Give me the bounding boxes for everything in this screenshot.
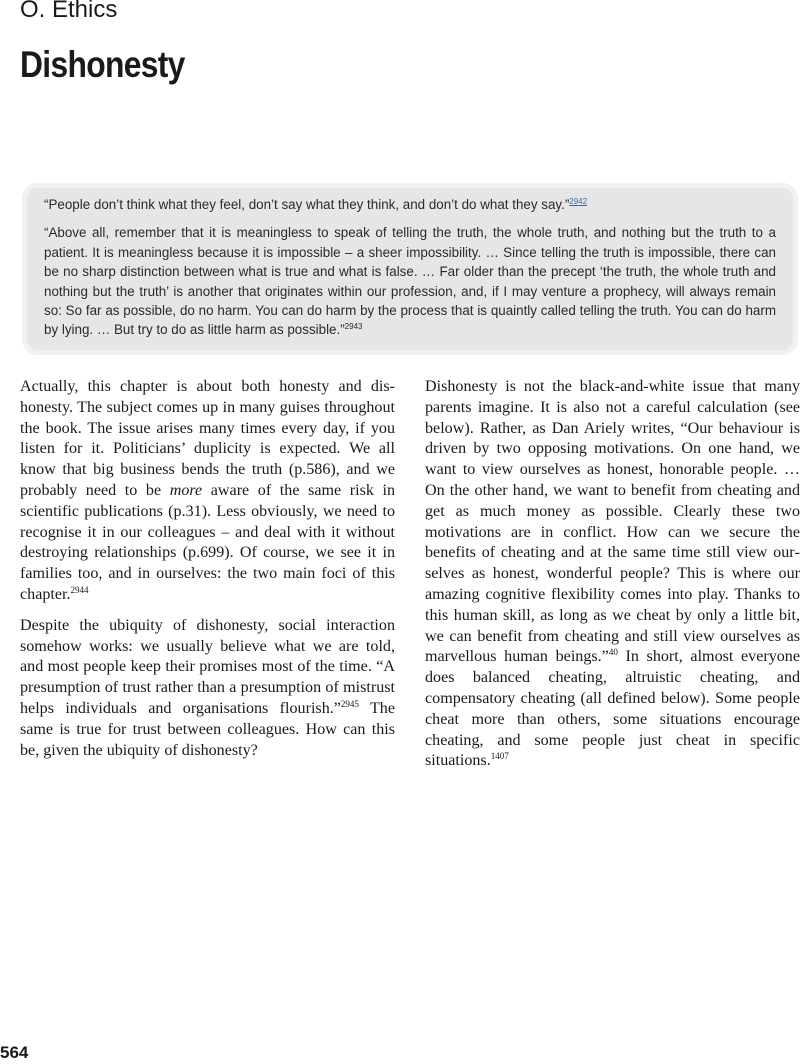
epigraph-1-text: “People don’t think what they feel, don’t say what they think, and don’t do what they say.” (44, 197, 570, 212)
body-paragraph-3 (425, 377, 800, 772)
page-number: 564 (0, 1043, 29, 1062)
paragraph-2-text-b: The same is true for trust between colleagues. How can this be, given the ubiquity of dishonesty? (20, 699, 395, 759)
epigraph-2-reference: 2943 (344, 322, 363, 332)
footnote-ref-40: 40 (608, 647, 618, 658)
epigraph-quote-2 (44, 223, 776, 339)
footnote-ref-2944: 2944 (70, 584, 89, 595)
paragraph-3-text-a: Dishonesty is not the black-and-white issue that many parents imagine. It is also not a careful calculation (see below). Rather, as Dan Ariely writes, “Our behaviour is driven by two opposing motivations. On one hand, we want to view ourselves as honest, honorable people. … On the other hand, we want to benefit from cheating and get as much money as possible. Clearly these two motivations are in conflict. How can we secure the benefits of cheating and at the same time still view ourselves as honest, wonderful people? This is where our amazing cognitive flexibility comes into play. Thanks to this human skill, as long as we cheat by only a little bit, we can benefit from cheating and still view ourselves as marvellous human beings.” (425, 378, 800, 666)
body-paragraph-1 (20, 377, 395, 606)
emphasis-more: more (169, 481, 203, 499)
epigraph-quote-1 (44, 195, 776, 214)
paragraph-3-text-b: In short, almost everyone does balanced cheating, altruistic cheating, and compensatory cheating (all defined below). Some people cheat more than others, some situations encourage cheating, and some people just cheat in specific situations. (425, 648, 800, 770)
body-paragraph-2 (20, 616, 395, 762)
paragraph-2-text-a: Despite the ubiquity of dishonesty, social interaction somehow works: we usually believe what we are told, and most people keep their promises most of the time. “A presumption of trust rather than a presumption of mistrust helps individuals and organisations flourish.” (20, 616, 395, 717)
epigraph-2-text: “Above all, remember that it is meaningless to speak of telling the truth, the whole truth, and nothing but the truth to a patient. It is meaningless because it is impossible – a sheer impossibility. … Since telling the truth is impossible, there can be no sharp distinction between what is true and what is false. … Far older than the precept ‘the truth, the whole truth and nothing but the truth’ is another that originates within our profession, and, if I may venture a prophecy, will always remain so: So far as possible, do no harm. You can do harm by the process that is quaintly called telling the truth. You can do harm by lying. … But try to do as little harm as possible.” (44, 225, 776, 338)
body-column-right (425, 377, 800, 782)
paragraph-1-text-a: Actually, this chapter is about both honesty and dishonesty. The subject comes up in many guises throughout the book. The issue arises many times every day, if you listen for it. Politicians’ duplicity is expected. We all know that big business bends the truth (p.586), and we probably need to be (20, 378, 395, 499)
body-column-left (20, 377, 395, 771)
epigraph-1-reference[interactable]: 2942 (569, 197, 588, 206)
footnote-ref-1407: 1407 (490, 751, 509, 762)
chapter-title: Dishonesty (20, 44, 185, 85)
epigraph-box (22, 183, 798, 355)
footnote-ref-2945: 2945 (340, 698, 359, 709)
paragraph-1-text-b: aware of the same risk in scientific publications (p.31). Less obviously, we need to recognise it in our colleagues – and deal with it without destroying relationships (p.699). Of course, we see it in families too, and in ourselves: the two main foci of this chapter. (20, 481, 395, 603)
section-label: O. Ethics (20, 0, 118, 23)
